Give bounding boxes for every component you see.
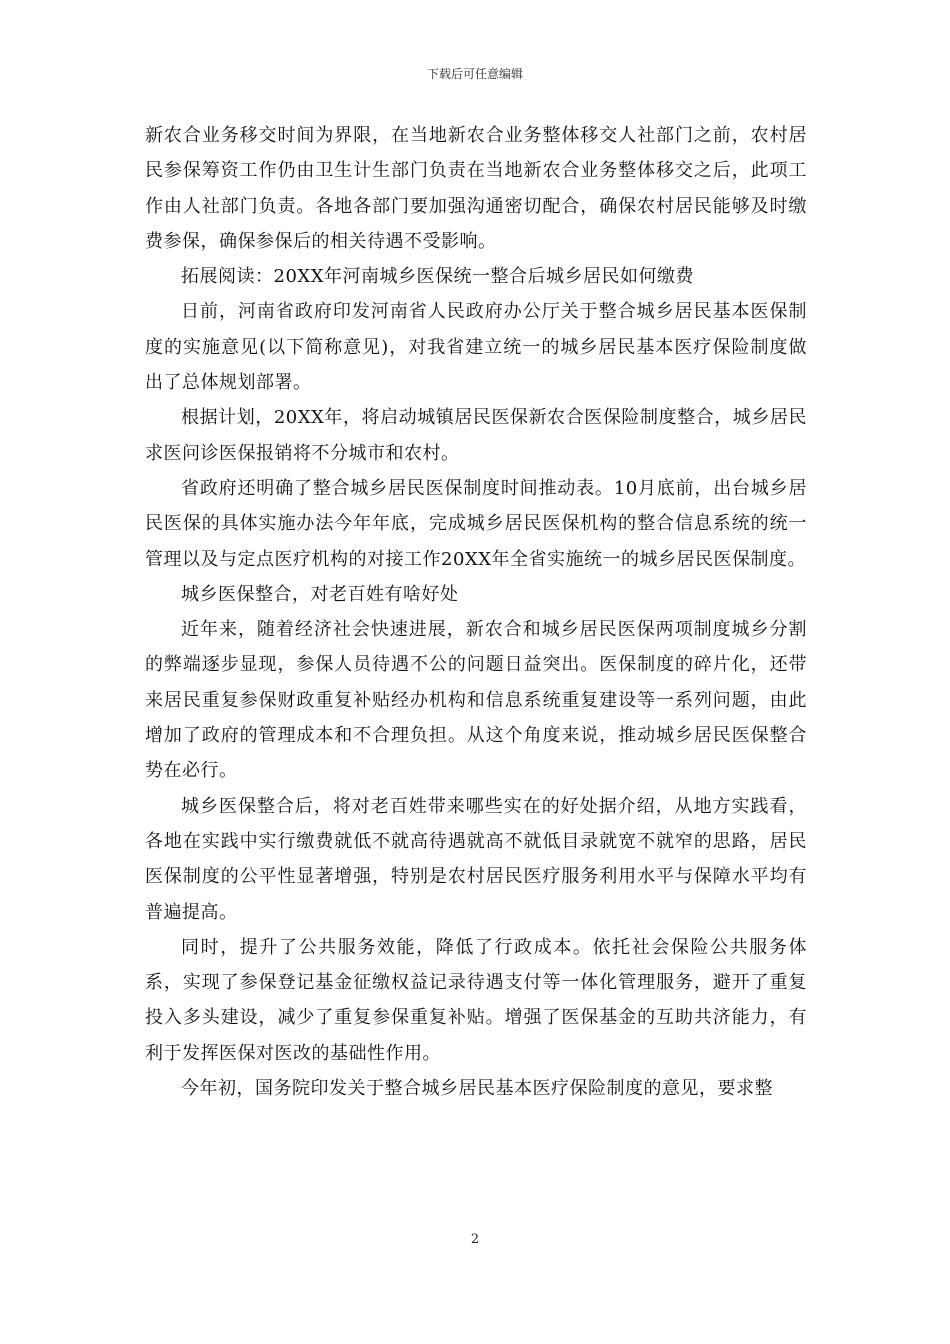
paragraph-continuation: 新农合业务移交时间为界限，在当地新农合业务整体移交人社部门之前，农村居民参保筹资工作仍由卫生计生部门负责在当地新农合业务整体移交之后，此项工作由人社部门负责。各地各部门要加强沟通密切配合，确保农村居民能够及时缴费参保，确保参保后的相关待遇不受影响。 bbox=[145, 125, 807, 252]
paragraph: 日前，河南省政府印发河南省人民政府办公厅关于整合城乡居民基本医保制度的实施意见(以下简称意见)，对我省建立统一的城乡居民基本医疗保险制度做出了总体规划部署。 bbox=[145, 301, 807, 394]
page-number: 2 bbox=[470, 1232, 480, 1247]
paragraph: 城乡医保整合后，将对老百姓带来哪些实在的好处据介绍，从地方实践看，各地在实践中实行缴费就低不就高待遇就高不就低目录就宽不就窄的思路，居民医保制度的公平性显著增强，特别是农村居民医疗服务利用水平与保障水平均有普遍提高。 bbox=[145, 795, 807, 923]
paragraph: 近年来，随着经济社会快速进展，新农合和城乡居民医保两项制度城乡分割的弊端逐步显现，参保人员待遇不公的问题日益突出。医保制度的碎片化，还带来居民重复参保财政重复补贴经办机构和信息系统重复建设等一系列问题，由此增加了政府的管理成本和不合理负担。从这个角度来说，推动城乡居民医保整合势在必行。 bbox=[145, 619, 807, 782]
paragraph: 省政府还明确了整合城乡居民医保制度时间推动表。10月底前，出台城乡居民医保的具体实施办法今年年底，完成城乡居民医保机构的整合信息系统的统一管理以及与定点医疗机构的对接工作20XX年全省实施统一的城乡居民医保制度。 bbox=[145, 477, 807, 570]
page-header: 下载后可任意编辑 bbox=[426, 67, 523, 81]
paragraph: 根据计划，20XX年，将启动城镇居民医保新农合医保险制度整合，城乡居民求医问诊医保报销将不分城市和农村。 bbox=[145, 407, 807, 464]
extended-reading-heading: 拓展阅读：20XX年河南城乡医保统一整合后城乡居民如何缴费 bbox=[181, 266, 695, 288]
paragraph: 今年初，国务院印发关于整合城乡居民基本医疗保险制度的意见，要求整 bbox=[181, 1078, 773, 1100]
document-body bbox=[145, 118, 807, 1106]
paragraph: 同时，提升了公共服务效能，降低了行政成本。依托社会保险公共服务体系，实现了参保登记基金征缴权益记录待遇支付等一体化管理服务，避开了重复投入多头建设，减少了重复参保重复补贴。增强了医保基金的互助共济能力，有利于发挥医保对医改的基础性作用。 bbox=[145, 936, 807, 1064]
section-heading: 城乡医保整合，对老百姓有啥好处 bbox=[181, 583, 459, 605]
